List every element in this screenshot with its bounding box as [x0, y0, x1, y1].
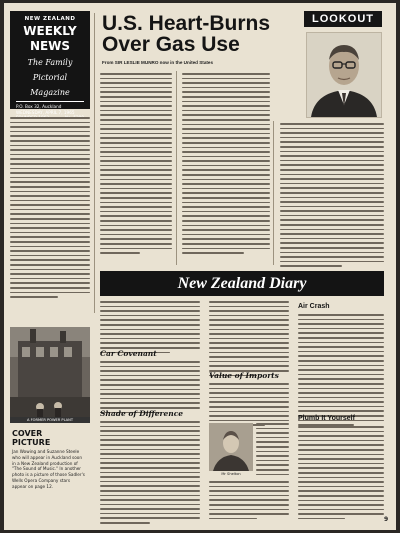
column-rule-right [273, 121, 274, 265]
page-number: 9 [384, 516, 389, 523]
cover-picture-title-line2: PICTURE [12, 438, 51, 447]
article-column-2 [182, 73, 270, 257]
cover-picture-text: Jan Wowing and Suzanne Steele who will appear in Auckland soon in a New Zealand production of "The Sound of Music." In another photo is a picture of those Sadler's Wells Opera Company stars appear on page 12. [12, 449, 85, 489]
masthead-tagline-1: The Family [27, 58, 73, 67]
cover-picture-title-line1: COVER [12, 429, 43, 438]
column-rule-left [94, 13, 95, 313]
cover-photo [10, 327, 90, 417]
diary-column-2-end [209, 481, 289, 522]
section-label: LOOKOUT [304, 11, 382, 27]
shelton-photo-caption: Mr Shelton [221, 472, 241, 476]
left-column-text [10, 117, 90, 301]
article-column-1 [100, 73, 172, 257]
diary-subhead-shade: Shade of Difference [100, 409, 184, 418]
masthead-postbox: P.O. Box 32, Auckland [16, 104, 62, 109]
diary-column-1-intro [100, 301, 200, 356]
diary-subhead-air-crash: Air Crash [298, 303, 330, 310]
magazine-page [4, 3, 396, 530]
diary-banner: New Zealand Diary [100, 271, 384, 296]
masthead-title-line1: WEEKLY [23, 24, 77, 38]
masthead-tagline-2: Pictorial [32, 73, 68, 82]
diary-column-3-plumb [298, 426, 384, 522]
cover-photo-caption: A FORMER POWER PLANT [10, 417, 90, 423]
diary-column-1-car [100, 361, 200, 416]
diary-column-3-air [298, 314, 384, 429]
masthead-edition: NEW ZEALAND [24, 16, 76, 22]
diary-column-1-shade [100, 421, 200, 527]
article-byline: From SIR LESLIE MUNRO now in the United States [102, 60, 214, 65]
column-rule-mid [176, 71, 177, 265]
diary-subhead-plumb: Plumb It Yourself [298, 415, 355, 422]
author-portrait [306, 32, 382, 118]
masthead-date: WEDNESDAY, APRIL 7, 1965 [16, 109, 75, 115]
masthead-tagline-3: Magazine [30, 88, 70, 97]
diary-column-2-wrap [256, 423, 289, 478]
masthead [10, 11, 90, 115]
article-column-3 [280, 123, 384, 270]
cover-picture-title [12, 429, 90, 447]
shelton-photo [209, 423, 253, 471]
diary-column-2-intro [209, 301, 289, 379]
diary-subhead-car-covenant: Car Covenant [100, 349, 157, 358]
diary-subhead-imports: Value of Imports [209, 371, 279, 380]
article-headline: U.S. Heart-Burns Over Gas Use [102, 12, 271, 56]
masthead-title-line2: NEWS [29, 39, 71, 53]
